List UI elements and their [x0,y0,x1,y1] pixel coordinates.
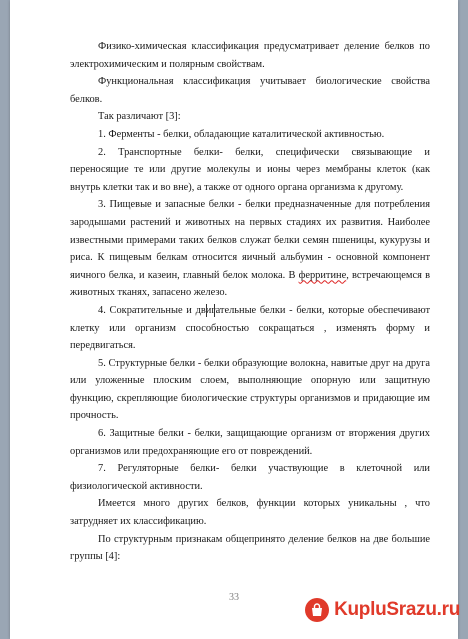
paragraph: 1. Ферменты - белки, обладающие каталитической активностью. [98,128,385,140]
paragraph: Так различают [3]: [98,111,181,123]
paragraph: Функциональная классификация учитывает биологические свойства белков. [70,76,430,105]
paragraph: 5. Структурные белки - белки образующие волокна, навитые друг на друга или уложенные плоским слоем, выполняющие опорную или защитную функцию, скрепляющие биологические структуры организмов и придающие им прочность. [70,357,430,422]
document-page [10,0,458,639]
spellcheck-underline[interactable]: ферритине [298,269,347,281]
watermark-text: KupluSrazu.ru [334,599,460,620]
paragraph: По структурным признакам общепринято деление белков на две большие группы [4]: [70,533,430,563]
page-number: 33 [229,592,239,603]
document-body[interactable] [70,38,430,566]
paragraph: 6. Защитные белки - белки, защищающие организм от вторжения других организмов или предохраняющие его от повреждений. [70,428,430,457]
shopping-bag-icon [305,598,329,622]
paragraph: 3. Пищевые и запасные белки - белки предназначенные для потребления зародышами растений и животных на первых стадиях их развития. Наиболее известными примерами таких белков служат белки семян пшеницы, кукурузы и риса. К пищевым белкам относится яичный альбумин - основной компонент яичного белка, и казеин, главный белок молока. В ферритине, встречающемся в животных тканях, запасено железо. [70,199,430,299]
paragraph: 4. Сократительные и двигательные белки - белки, которые обеспечивают клетку или организм способностью сокращаться , изменять форму и передвигаться. [70,304,430,352]
paragraph: Физико-химическая классификация предусматривает деление белков по электрохимическим и полярным свойствам. [70,41,430,70]
paragraph: Имеется много других белков, функции которых уникальны , что затрудняет их классификацию. [70,498,430,528]
text-cursor-icon [206,304,215,317]
paragraph: 7. Регуляторные белки- белки участвующие в клеточной или физиологической активности. [70,463,430,492]
watermark [305,598,460,622]
paragraph: 2. Транспортные белки- белки, специфически связывающие и переносящие те или другие молекулы и ионы через мембраны клеток (как внутрь клетки так и во вне), а также от одного органа организма к другому. [70,146,430,193]
